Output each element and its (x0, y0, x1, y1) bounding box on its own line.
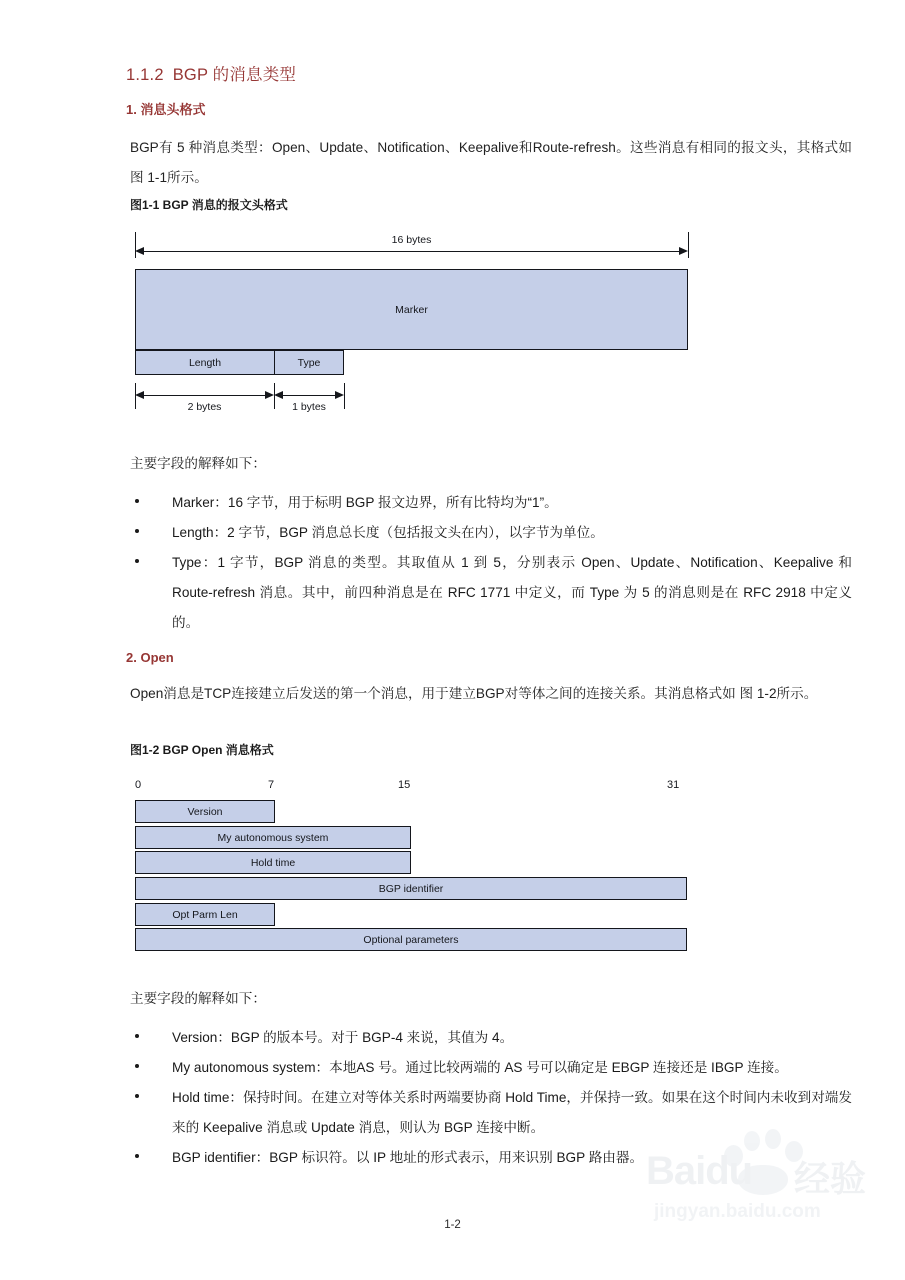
fig2-field-my-autonomous-system (135, 826, 411, 849)
fig1-arrowhead-2bytes-left (135, 391, 144, 399)
fig2-bit-label-7: 7 (268, 779, 275, 791)
list-item (130, 518, 852, 548)
list-item (130, 1023, 852, 1053)
fig2-field-opt-parm-len (135, 903, 275, 926)
fig1-dimension-line-2bytes (138, 395, 271, 397)
fig1-arrowhead-left (135, 247, 144, 255)
lead-in-2: 主要字段的解释如下： (130, 991, 266, 1006)
fig1-field-marker-label: Marker (395, 303, 428, 316)
fig2-bit-label-15: 15 (398, 779, 411, 791)
bullet-dot-icon (135, 1064, 139, 1068)
fig2-field-optional-parameters-label: Optional parameters (363, 933, 459, 946)
fig2-bit-label-0: 0 (135, 779, 142, 791)
page-number: 1-2 (444, 1219, 461, 1231)
list-item-text: Version：BGP 的版本号。对于 BGP-4 来说，其值为 4。 (172, 1030, 514, 1045)
list-item (130, 1053, 852, 1083)
figure-caption-1: 图1-1 BGP 消息的报文头格式 (130, 198, 288, 212)
list-item-text: Type：1 字节，BGP 消息的类型。其取值从 1 到 5，分别表示 Open、Update、Notification、Keepalive 和 Route-refresh 消息。其中，前四种消息是在 RFC 1771 中定义，而 Type 为 5 的消息则是在 RFC 2918 中定义的。 (172, 555, 852, 630)
bullet-dot-icon (135, 499, 139, 503)
fig2-field-hold-time (135, 851, 411, 874)
bullet-dot-icon (135, 1094, 139, 1098)
bullet-list-2 (130, 1023, 852, 1173)
fig1-field-marker (135, 269, 688, 350)
watermark-brand: Baidu (646, 1149, 753, 1193)
fig2-field-my-autonomous-system-label: My autonomous system (217, 831, 329, 844)
fig1-dimension-label-2bytes: 2 bytes (187, 401, 222, 413)
fig1-dimension-line-top (138, 251, 685, 253)
fig1-dimension-label-top: 16 bytes (391, 234, 432, 246)
fig1-field-length-label: Length (188, 356, 222, 369)
lead-in-1: 主要字段的解释如下： (130, 456, 266, 471)
fig2-field-optional-parameters (135, 928, 687, 951)
page-title (126, 61, 296, 85)
fig1-dimension-line-1byte (277, 395, 341, 397)
list-item-text: Marker：16 字节，用于标明 BGP 报文边界，所有比特均为“1”。 (172, 495, 558, 510)
paragraph-2: Open消息是TCP连接建立后发送的第一个消息，用于建立BGP对等体之间的连接关系。其消息格式如 图 1-2所示。 (130, 686, 818, 701)
fig1-field-length (135, 350, 275, 375)
watermark-site: jingyan.baidu.com (654, 1201, 821, 1222)
list-item-text: My autonomous system：本地AS 号。通过比较两端的 AS 号可以确定是 EBGP 连接还是 IBGP 连接。 (172, 1060, 788, 1075)
list-item (130, 1083, 852, 1143)
list-item-text: Hold time：保持时间。在建立对等体关系时两端要协商 Hold Time，并保持一致。如果在这个时间内未收到对端发来的 Keepalive 消息或 Update 消息，则认为 BGP 连接中断。 (172, 1090, 852, 1135)
fig2-field-hold-time-label: Hold time (250, 856, 296, 869)
fig2-bit-label-31: 31 (667, 779, 680, 791)
fig1-arrowhead-1byte-right (335, 391, 344, 399)
section-title: BGP 的消息类型 (172, 66, 297, 84)
fig1-arrowhead-right (679, 247, 688, 255)
fig1-arrowhead-1byte-left (274, 391, 283, 399)
fig2-field-version (135, 800, 275, 823)
bullet-dot-icon (135, 559, 139, 563)
fig2-field-bgp-identifier (135, 877, 687, 900)
fig2-field-opt-parm-len-label: Opt Parm Len (172, 908, 238, 921)
bullet-dot-icon (135, 1034, 139, 1038)
watermark-brand-cn: 经验 (794, 1158, 867, 1199)
fig1-dimension-label-1byte: 1 bytes (292, 401, 326, 413)
fig2-field-bgp-identifier-label: BGP identifier (378, 882, 444, 895)
fig1-arrowhead-2bytes-right (265, 391, 274, 399)
list-item (130, 548, 852, 638)
list-item (130, 488, 852, 518)
fig1-field-type (274, 350, 344, 375)
fig1-tick-b3 (344, 383, 345, 409)
bullet-dot-icon (135, 529, 139, 533)
subsection-heading-1: 1. 消息头格式 (126, 102, 206, 117)
section-number: 1.1.2 (126, 66, 164, 84)
list-item (130, 1143, 852, 1173)
list-item-text: Length：2 字节，BGP 消息总长度（包括报文头在内），以字节为单位。 (172, 525, 604, 540)
subsection-heading-2: 2. Open (126, 650, 174, 665)
fig2-field-version-label: Version (187, 805, 223, 818)
bullet-dot-icon (135, 1154, 139, 1158)
figure-caption-2: 图1-2 BGP Open 消息格式 (130, 743, 274, 757)
paragraph-1: BGP有 5 种消息类型：Open、Update、Notification、Keepalive和Route-refresh。这些消息有相同的报文头，其格式如 图 1-1所示。 (130, 140, 852, 185)
list-item-text: BGP identifier：BGP 标识符。以 IP 地址的形式表示，用来识别 BGP 路由器。 (172, 1150, 644, 1165)
fig1-field-type-label: Type (297, 356, 321, 369)
fig1-tick-right (688, 232, 689, 258)
bullet-list-1 (130, 488, 852, 638)
